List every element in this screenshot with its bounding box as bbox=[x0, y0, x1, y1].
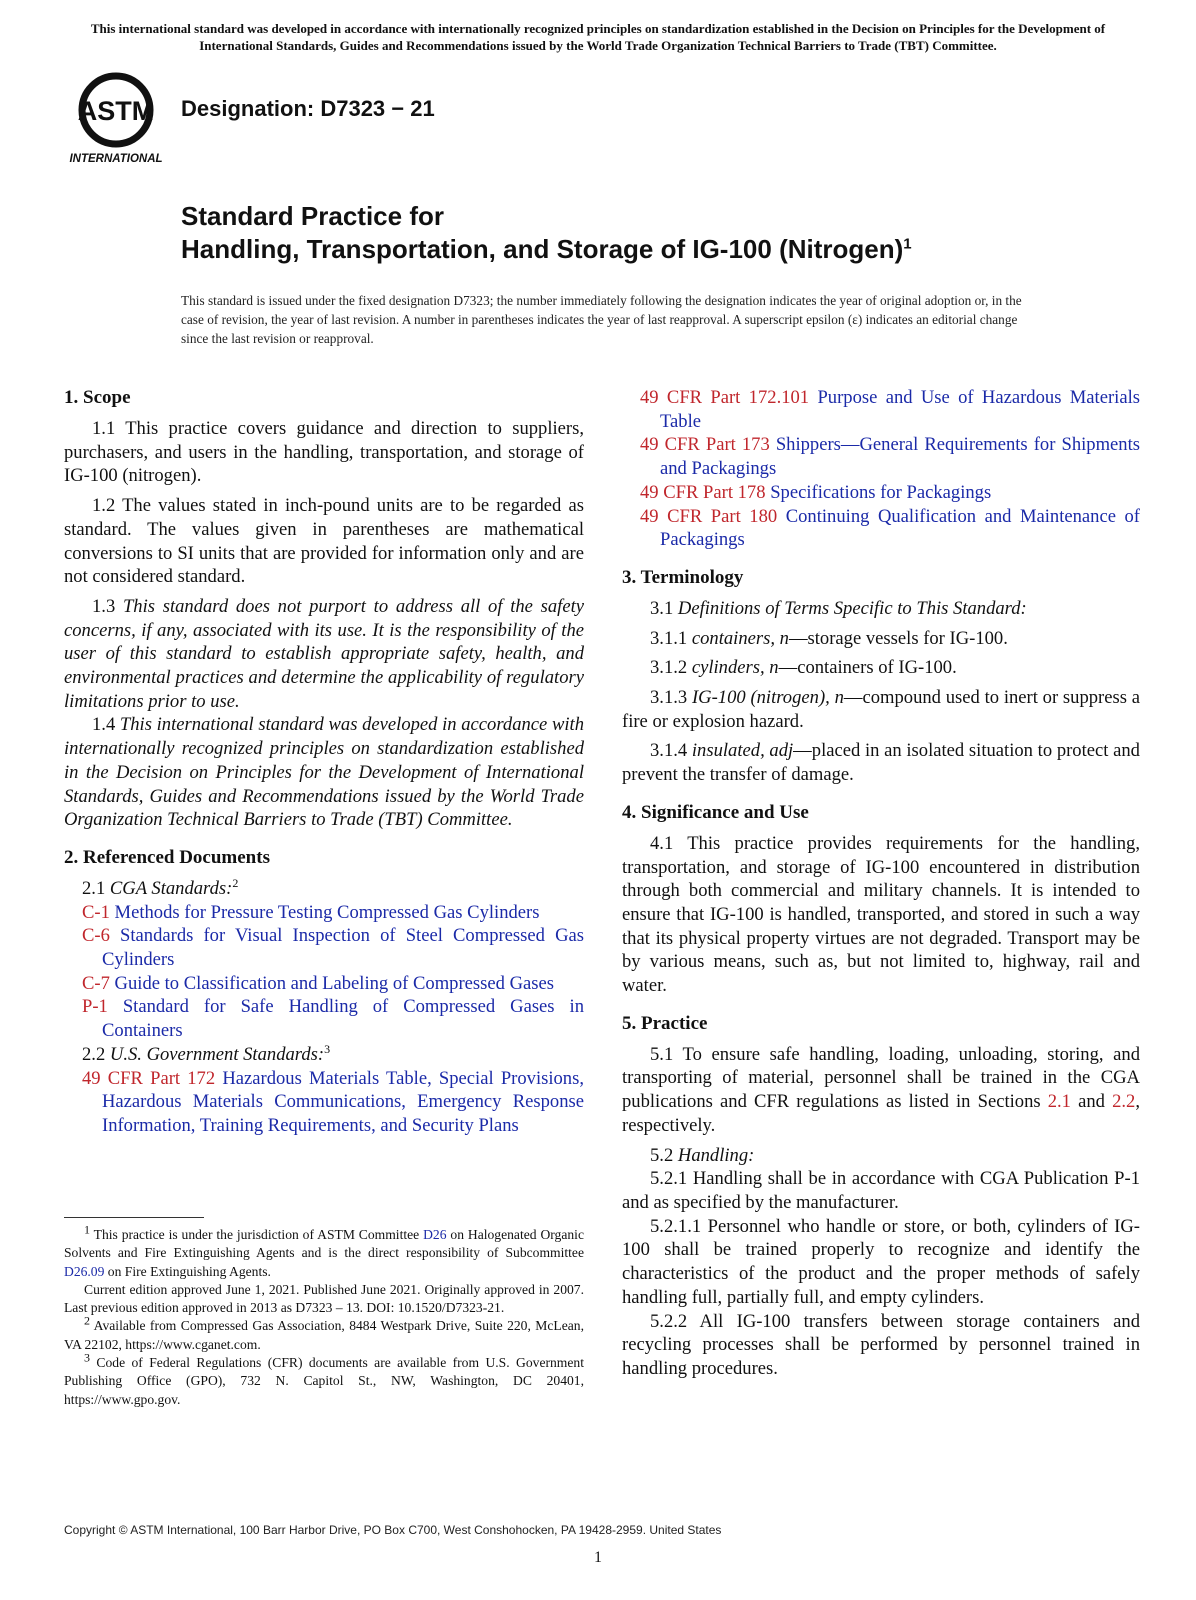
practice-heading: 5. Practice bbox=[622, 1012, 708, 1034]
ref-c6[interactable]: C-6 Standards for Visual Inspection of Steel Compressed Gas Cylinders bbox=[82, 925, 584, 971]
astm-logo-icon bbox=[66, 70, 166, 166]
designation: Designation: D7323 − 21 bbox=[181, 96, 435, 121]
footnote-3: $^3$ Code of Federal Regulations (CFR) documents are available from U.S. Government Publishing Office (GPO), 732 N. Capitol St., NW, Washington, DC 20401, https://www.gpo.gov. bbox=[64, 1350, 584, 1407]
def-3-1-4: 3.1.4 insulated, adj—placed in an isolated situation to protect and prevent the transfer of damage. bbox=[622, 740, 1140, 786]
para-4-1: 4.1 This practice provides requirements for the handling, transportation, and storage of IG-100 encountered in distribution through both commercial and military channels. It is intended to ensure that IG-100 is handled, transported, and stored in such a way that its physical property virtues are not degraded. Transport may be by various means, such as, but not limited to, highway, rail and water. bbox=[622, 832, 1140, 997]
link-section-2-1[interactable]: 2.1 bbox=[1047, 1091, 1071, 1113]
title-footnote-mark: 1 bbox=[903, 235, 912, 253]
right-column bbox=[622, 386, 1140, 1387]
ref-c1[interactable]: C-1 Methods for Pressure Testing Compressed Gas Cylinders bbox=[82, 901, 540, 923]
para-5-1: 5.1 To ensure safe handling, loading, unloading, storing, and transporting of material, personnel shall be trained in the CGA publications and CFR regulations as listed in Sections 2.1 and 2.2, respectively. bbox=[622, 1043, 1140, 1136]
footnote-divider bbox=[64, 1217, 204, 1218]
para-5-2-1: 5.2.1 Handling shall be in accordance with CGA Publication P-1 and as specified by the manufacturer. bbox=[622, 1168, 1140, 1213]
link-d26[interactable]: D26 bbox=[423, 1227, 447, 1242]
def-3-1-3: 3.1.3 IG-100 (nitrogen), n—compound used to inert or suppress a fire or explosion hazard. bbox=[622, 687, 1140, 732]
para-1-3: 1.3 This standard does not purport to address all of the safety concerns, if any, associated with its use. It is the responsibility of the user of this standard to establish appropriate safety, health, and environmental practices and determine the applicability of regulatory limitations prior to use. bbox=[64, 595, 584, 712]
para-3-1: 3.1 Definitions of Terms Specific to This Standard: bbox=[650, 597, 1027, 619]
footnote-1-edition: Current edition approved June 1, 2021. Published June 2021. Originally approved in 2007. Last previous edition approved in 2013 as D7323 – 13. DOI: 10.1520/D7323-21. bbox=[64, 1281, 584, 1316]
page-title bbox=[181, 200, 912, 266]
link-section-2-2[interactable]: 2.2 bbox=[1112, 1091, 1136, 1113]
copyright: Copyright © ASTM International, 100 Barr Harbor Drive, PO Box C700, West Conshohocken, PA 19428-2959. United States bbox=[64, 1523, 722, 1537]
link-d26-09[interactable]: D26.09 bbox=[64, 1263, 105, 1279]
para-1-1: 1.1 This practice covers guidance and direction to suppliers, purchasers, and users in the handling, transportation, and storage of IG-100 (nitrogen). bbox=[64, 418, 584, 487]
page-number: 1 bbox=[594, 1549, 602, 1566]
title-line-1: Standard Practice for bbox=[181, 201, 444, 231]
para-5-2-2: 5.2.2 All IG-100 transfers between storage containers and recycling processes shall be performed by personnel trained in handling procedures. bbox=[622, 1310, 1140, 1379]
ref-cfr-172[interactable]: 49 CFR Part 172 Hazardous Materials Table, Special Provisions, Hazardous Materials Communications, Emergency Response Information, Training Requirements, and Security Plans bbox=[82, 1067, 584, 1136]
ref-cfr-180[interactable]: 49 CFR Part 180 Continuing Qualification and Maintenance of Packagings bbox=[640, 505, 1141, 551]
cga-standards-label: 2.1 CGA Standards:$^2$ bbox=[82, 875, 239, 899]
svg-text:INTERNATIONAL: INTERNATIONAL bbox=[69, 153, 163, 165]
top-notice: This international standard was developed in accordance with internationally recognized principles on standardization established in the Decision on Principles for the Development of International Standards, Guides and Recommendations issued by the World Trade Organization Technical Barriers to Trade (TBT) Committee. bbox=[90, 21, 1106, 53]
ref-cfr-178[interactable]: 49 CFR Part 178 Specifications for Packagings bbox=[640, 481, 992, 503]
ref-cfr-172-101[interactable]: 49 CFR Part 172.101 Purpose and Use of Hazardous Materials Table bbox=[640, 387, 1140, 432]
svg-text:ASTM: ASTM bbox=[77, 96, 155, 126]
para-1-2: 1.2 The values stated in inch-pound units are to be regarded as standard. The values given in parentheses are mathematical conversions to SI units that are provided for information only and are not considered standard. bbox=[64, 495, 584, 588]
gov-standards-label: 2.2 U.S. Government Standards:$^3$ bbox=[82, 1041, 331, 1065]
ref-p1[interactable]: P-1 Standard for Safe Handling of Compressed Gases in Containers bbox=[82, 996, 584, 1042]
def-3-1-2: 3.1.2 cylinders, n—containers of IG-100. bbox=[650, 657, 957, 679]
def-3-1-1: 3.1.1 containers, n—storage vessels for IG-100. bbox=[650, 627, 1008, 649]
significance-heading: 4. Significance and Use bbox=[622, 801, 809, 823]
scope-heading: 1. Scope bbox=[64, 387, 131, 408]
footnote-1: $^1$ This practice is under the jurisdiction of ASTM Committee D26 on Halogenated Organic Solvents and Fire Extinguishing Agents and is the direct responsibility of Subcommittee D26.09 on Fire Extinguishing Agents. bbox=[64, 1222, 584, 1279]
footnotes bbox=[64, 1222, 584, 1409]
para-1-4: 1.4 This international standard was developed in accordance with internationally recognized principles on standardization established in the Decision on Principles for the Development of International Standards, Guides and Recommendations issued by the World Trade Organization Technical Barriers to Trade (TBT) Committee. bbox=[64, 714, 584, 831]
terminology-heading: 3. Terminology bbox=[622, 566, 744, 588]
ref-c7[interactable]: C-7 Guide to Classification and Labeling of Compressed Gases bbox=[82, 972, 554, 994]
issued-note: This standard is issued under the fixed designation D7323; the number immediately following the designation indicates the year of original adoption or, in the case of revision, the year of last revision. A number in parentheses indicates the year of last reapproval. A superscript epsilon (ε) indicates an editorial change since the last revision or reapproval. bbox=[181, 293, 1022, 346]
referenced-heading: 2. Referenced Documents bbox=[64, 846, 270, 868]
ref-cfr-173[interactable]: 49 CFR Part 173 Shippers—General Requirements for Shipments and Packagings bbox=[640, 434, 1140, 480]
left-column bbox=[64, 386, 584, 1138]
title-line-2: Handling, Transportation, and Storage of IG-100 (Nitrogen)$^1$ bbox=[181, 234, 912, 264]
para-5-2-1-1: 5.2.1.1 Personnel who handle or store, or both, cylinders of IG-100 shall be trained properly to recognize and identify the characteristics of the product and the proper methods of safely handling full, partially full, and empty cylinders. bbox=[622, 1215, 1140, 1308]
para-5-2: 5.2 Handling: bbox=[650, 1144, 755, 1166]
footnote-2: $^2$ Available from Compressed Gas Association, 8484 Westpark Drive, Suite 220, McLean, VA 22102, https://www.cganet.com. bbox=[64, 1313, 584, 1352]
